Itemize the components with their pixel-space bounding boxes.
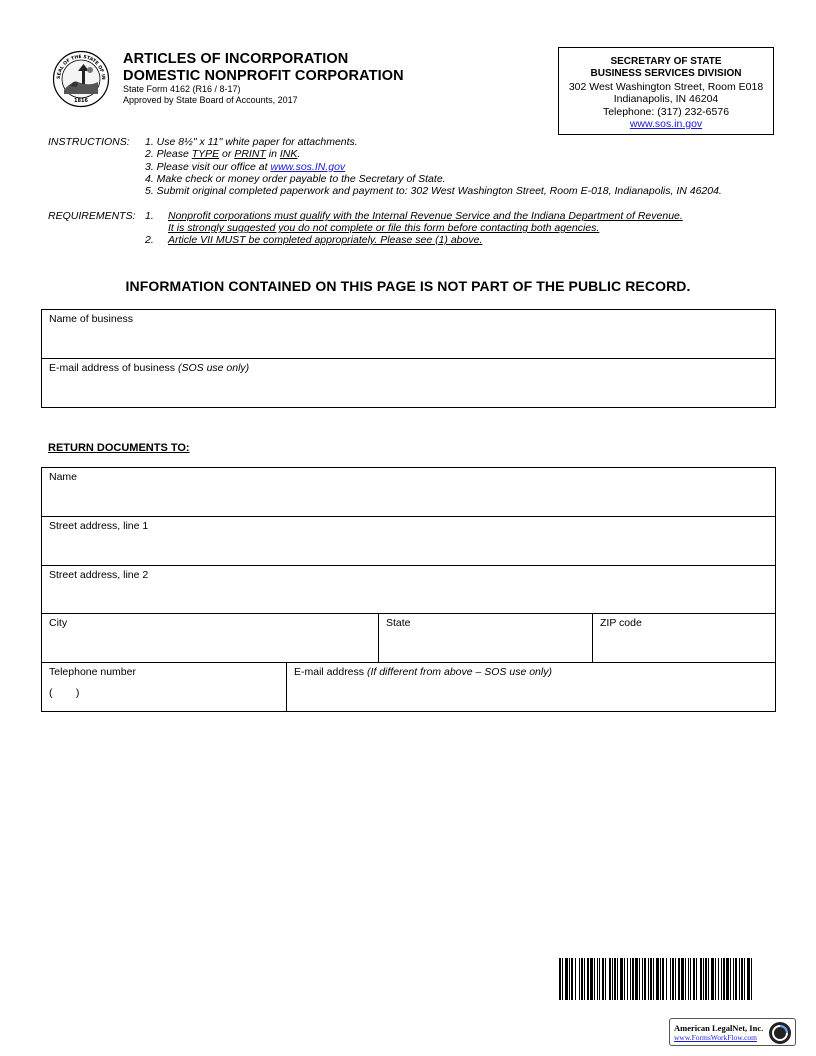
barcode-bar: [614, 958, 616, 1000]
barcode-bar: [660, 958, 661, 1000]
street-address-2-field[interactable]: [42, 565, 775, 614]
public-record-notice: INFORMATION CONTAINED ON THIS PAGE IS NOT PART OF THE PUBLIC RECORD.: [125, 278, 691, 294]
barcode-bar: [708, 958, 709, 1000]
barcode-bar: [581, 958, 583, 1000]
requirement-number-1: 1.: [145, 210, 154, 222]
instruction-item-4: 4. Make check or money order payable to the Secretary of State.: [145, 172, 446, 185]
business-email-field[interactable]: [42, 358, 775, 407]
barcode-bar: [715, 958, 716, 1000]
barcode-bar: [632, 958, 634, 1000]
barcode-bar: [705, 958, 707, 1000]
barcode-bar: [726, 958, 729, 1000]
instruction-item-1: 1. Use 8½" x 11" white paper for attachments.: [145, 136, 358, 148]
barcode-bar: [562, 958, 563, 1000]
barcode-bar: [590, 958, 593, 1000]
barcode-bar: [739, 958, 740, 1000]
barcode-bar: [700, 958, 702, 1000]
business-name-field[interactable]: [42, 310, 775, 359]
barcode-bar: [741, 958, 743, 1000]
barcode-bar: [678, 958, 680, 1000]
barcode-bar: [617, 958, 618, 1000]
barcode-bar: [605, 958, 606, 1000]
barcode-bar: [624, 958, 625, 1000]
barcode-bar: [733, 958, 734, 1000]
city-field[interactable]: [42, 613, 379, 662]
telephone-label: Telephone number: [49, 666, 136, 678]
instruction-item-3: 3. Please visit our office at www.sos.IN.gov: [145, 160, 346, 173]
barcode-bar: [721, 958, 722, 1000]
street-address-1-label: Street address, line 1: [49, 520, 149, 532]
barcode-bar: [744, 958, 745, 1000]
barcode-bar: [730, 958, 731, 1000]
barcode-bar: [602, 958, 604, 1000]
barcode-bar: [639, 958, 640, 1000]
sos-address1: 302 West Washington Street, Room E018: [568, 80, 764, 93]
city-label: City: [49, 617, 68, 629]
instruction-item-5: 5. Submit original completed paperwork and payment to: 302 West Washington Street, Room E-018, Indianapolis, IN 46204.: [145, 185, 722, 198]
barcode-bar: [688, 958, 689, 1000]
seal-year: 1816: [74, 98, 88, 104]
barcode-bar: [565, 958, 568, 1000]
logo-website: www.FormsWorkFlow.com: [674, 1033, 758, 1042]
barcode-bar: [587, 958, 589, 1000]
telephone-area-code: ( ): [49, 687, 80, 699]
street-address-1-field[interactable]: [42, 516, 775, 565]
zip-code-label: ZIP code: [600, 617, 642, 629]
barcode-bar: [666, 958, 667, 1000]
business-info-table: [41, 309, 776, 408]
barcode-bar: [662, 958, 664, 1000]
barcode-bar: [650, 958, 652, 1000]
barcode-bar: [569, 958, 570, 1000]
return-email-field[interactable]: [286, 662, 775, 711]
approval-text: Approved by State Board of Accounts, 2017: [123, 95, 298, 105]
barcode-bar: [681, 958, 684, 1000]
barcode-bar: [735, 958, 737, 1000]
barcode-bar: [620, 958, 623, 1000]
form-number: State Form 4162 (R16 / 8-17): [123, 84, 241, 94]
state-seal-icon: [52, 50, 110, 108]
logo-company-name: American LegalNet, Inc.: [674, 1023, 764, 1033]
barcode-bar: [670, 958, 671, 1000]
barcode-bar: [584, 958, 585, 1000]
instructions-label: INSTRUCTIONS:: [48, 136, 130, 148]
barcode-bar: [747, 958, 750, 1000]
sos-phone: Telephone: (317) 232-6576: [602, 105, 730, 118]
state-field[interactable]: [378, 613, 593, 662]
requirement-2: Article VII MUST be completed appropriately. Please see (1) above.: [168, 234, 483, 246]
sos-office-link[interactable]: www.sos.IN.gov: [270, 160, 346, 173]
barcode-bar: [579, 958, 580, 1000]
business-email-note: (SOS use only): [177, 362, 250, 374]
form-title-line2: DOMESTIC NONPROFIT CORPORATION: [123, 68, 404, 84]
barcode-bar: [685, 958, 686, 1000]
barcode-bar: [675, 958, 676, 1000]
barcode-bar: [653, 958, 654, 1000]
secretary-of-state-box: [558, 47, 774, 135]
return-address-table: [41, 467, 776, 712]
barcode: [559, 958, 753, 1000]
sos-website-link[interactable]: www.sos.in.gov: [629, 118, 703, 131]
return-documents-heading: RETURN DOCUMENTS TO:: [48, 442, 190, 454]
barcode-bar: [711, 958, 714, 1000]
barcode-bar: [594, 958, 595, 1000]
barcode-bar: [599, 958, 600, 1000]
barcode-bar: [559, 958, 561, 1000]
barcode-bar: [609, 958, 611, 1000]
form-title-line1: ARTICLES OF INCORPORATION: [123, 51, 349, 67]
zip-code-field[interactable]: [592, 613, 775, 662]
barcode-bar: [696, 958, 697, 1000]
sos-title: SECRETARY OF STATE: [610, 56, 722, 67]
barcode-bar: [690, 958, 691, 1000]
requirement-1: Nonprofit corporations must qualify with the Internal Revenue Service and the Indiana Department of Revenue. It is strongly suggested you do not complete or file this form before contacting both agencies.: [168, 210, 683, 235]
street-address-2-label: Street address, line 2: [49, 569, 149, 581]
seal-top-text: SEAL OF THE STATE OF IN: [56, 54, 106, 80]
barcode-bar: [718, 958, 719, 1000]
sos-address2: Indianapolis, IN 46204: [613, 93, 719, 106]
return-name-field[interactable]: [42, 468, 775, 517]
barcode-bar: [627, 958, 628, 1000]
barcode-bar: [571, 958, 573, 1000]
barcode-bar: [656, 958, 659, 1000]
logo-emblem-icon: [768, 1021, 792, 1045]
instructions-list: [145, 136, 722, 197]
barcode-bar: [693, 958, 695, 1000]
barcode-bar: [644, 958, 646, 1000]
american-legalnet-logo[interactable]: [669, 1018, 796, 1046]
requirement-number-2: 2.: [145, 234, 154, 246]
return-email-note: (If different from above – SOS use only): [366, 666, 552, 678]
telephone-field[interactable]: [42, 662, 287, 711]
barcode-bar: [635, 958, 638, 1000]
barcode-bar: [672, 958, 674, 1000]
barcode-bar: [642, 958, 643, 1000]
barcode-bar: [751, 958, 752, 1000]
barcode-bar: [703, 958, 704, 1000]
barcode-bar: [597, 958, 598, 1000]
sos-division: BUSINESS SERVICES DIVISION: [590, 68, 742, 80]
return-name-label: Name: [49, 471, 78, 483]
requirements-label: REQUIREMENTS:: [48, 210, 136, 222]
instruction-item-2: 2. Please TYPE or PRINT in INK.: [145, 148, 301, 161]
business-name-label: Name of business: [49, 313, 134, 325]
business-email-label: E-mail address of business: [49, 362, 178, 374]
barcode-bar: [723, 958, 725, 1000]
return-email-label: E-mail address: [294, 666, 367, 678]
barcode-bar: [612, 958, 613, 1000]
barcode-bar: [648, 958, 649, 1000]
barcode-bar: [575, 958, 576, 1000]
state-label: State: [386, 617, 411, 629]
barcode-bar: [630, 958, 631, 1000]
